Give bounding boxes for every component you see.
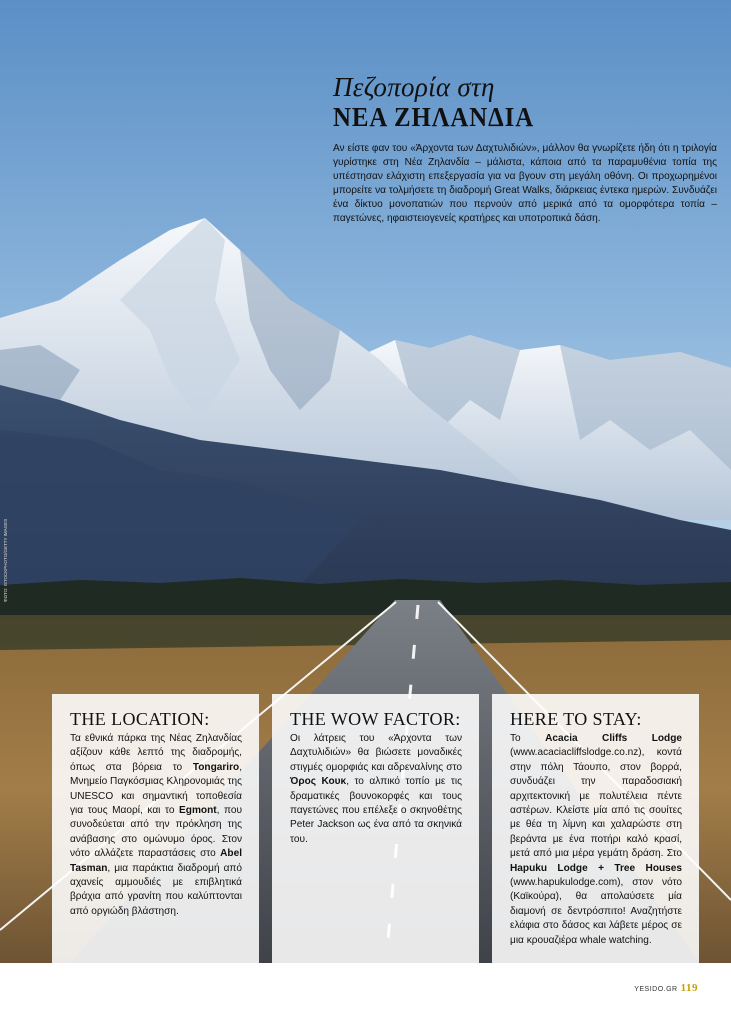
wow-factor-box	[272, 694, 479, 963]
location-text: Τα εθνικά πάρκα της Νέας Ζηλανδίας αξίζουν κάθε λεπτό της διαδρομής, όπως στα βόρεια το Tongariro, Μνημείο Παγκόσμιας Κληρονομιάς της UNESCO και σημαντική τοποθεσία για τους Μαορί, και το Egmont, που συνοδεύεται από την πρόκληση της ανάβασης στο ομώνυμο όρος. Στον νότο αλλάζετε παραστάσεις στο Abel Tasman, μια παράκτια διαδρομή από αχανείς αμμουδιές με επιβλητικά βράχια από γρανίτη που καλύπτονται από οργιώδη βλάστηση.	[70, 733, 242, 917]
location-box	[52, 694, 259, 963]
here-to-stay-text: Το Acacia Cliffs Lodge (www.acaciacliffslodge.co.nz), κοντά στην πόλη Τάουπο, στον βορρά, συνδυάζει την παραδοσιακή αρχιτεκτονική με πολυτέλεια πέντε αστέρων. Κλείστε μία από τις σουίτες με θέα τη λίμνη και χαλαρώστε στη βεράντα με ένα ποτήρι καλό κρασί, μετά από μια μέρα γεμάτη δράση. Στο Hapuku Lodge + Tree Houses (www.hapukulodge.com), στον νότο (Καϊκούρα), θα απολαύσετε μία διαμονή σε δεντρόσπιτο! Αναζητήστε ελάφια στο δάσος και λάβετε μέρος σε μια κρουαζιέρα whale watching.	[510, 733, 682, 946]
here-to-stay-heading: HERE TO STAY:	[510, 709, 642, 729]
site-name: YESIDO.GR	[634, 986, 678, 993]
wow-factor-text: Οι λάτρεις του «Άρχοντα των Δαχτυλιδιών» θα βιώσετε μοναδικές στιγμές ομορφιάς και αδρεναλίνης στο Όρος Κουκ, το αλπικό τοπίο με τις δραματικές βουνοκορφές και τους παγετώνες που επέλεξε ο σκηνοθέτης Peter Jackson ως ένα από τα σκηνικά του.	[290, 733, 462, 845]
photo-credit: ΦΩΤΟ: ISTOCKPHOTO/GETTY IMAGES	[3, 518, 8, 602]
location-heading: THE LOCATION:	[70, 709, 210, 729]
wow-factor-heading: THE WOW FACTOR:	[290, 709, 461, 729]
intro-paragraph: Αν είστε φαν του «Άρχοντα των Δαχτυλιδιών», μάλλον θα γνωρίζετε ήδη ότι η τριλογία γυρίστηκε στη Νέα Ζηλανδία – μάλιστα, κάποια από τα παραμυθένια τοπία της υπέστησαν ελάχιστη επεξεργασία για να βγουν στη μεγάλη οθόνη. Οι προχωρημένοι μπορείτε να τολμήσετε τη διαδρομή Great Walks, διάρκειας έντεκα ημερών. Συνδυάζει ένα δίκτυο μονοπατιών που περνούν από μερικά από τα ομορφότερα τοπία – παγετώνες, ηφαιστειογενείς κρατήρες και υποτροπικά δάση.	[333, 143, 717, 224]
page-number: 119	[680, 982, 698, 994]
here-to-stay-box	[492, 694, 699, 963]
article-header	[333, 72, 718, 236]
title-caps-line: ΝΕΑ ΖΗΛΑΝΔΙΑ	[333, 102, 535, 132]
title-italic-line: Πεζοπορία στη	[333, 72, 495, 102]
page-footer	[634, 982, 698, 994]
